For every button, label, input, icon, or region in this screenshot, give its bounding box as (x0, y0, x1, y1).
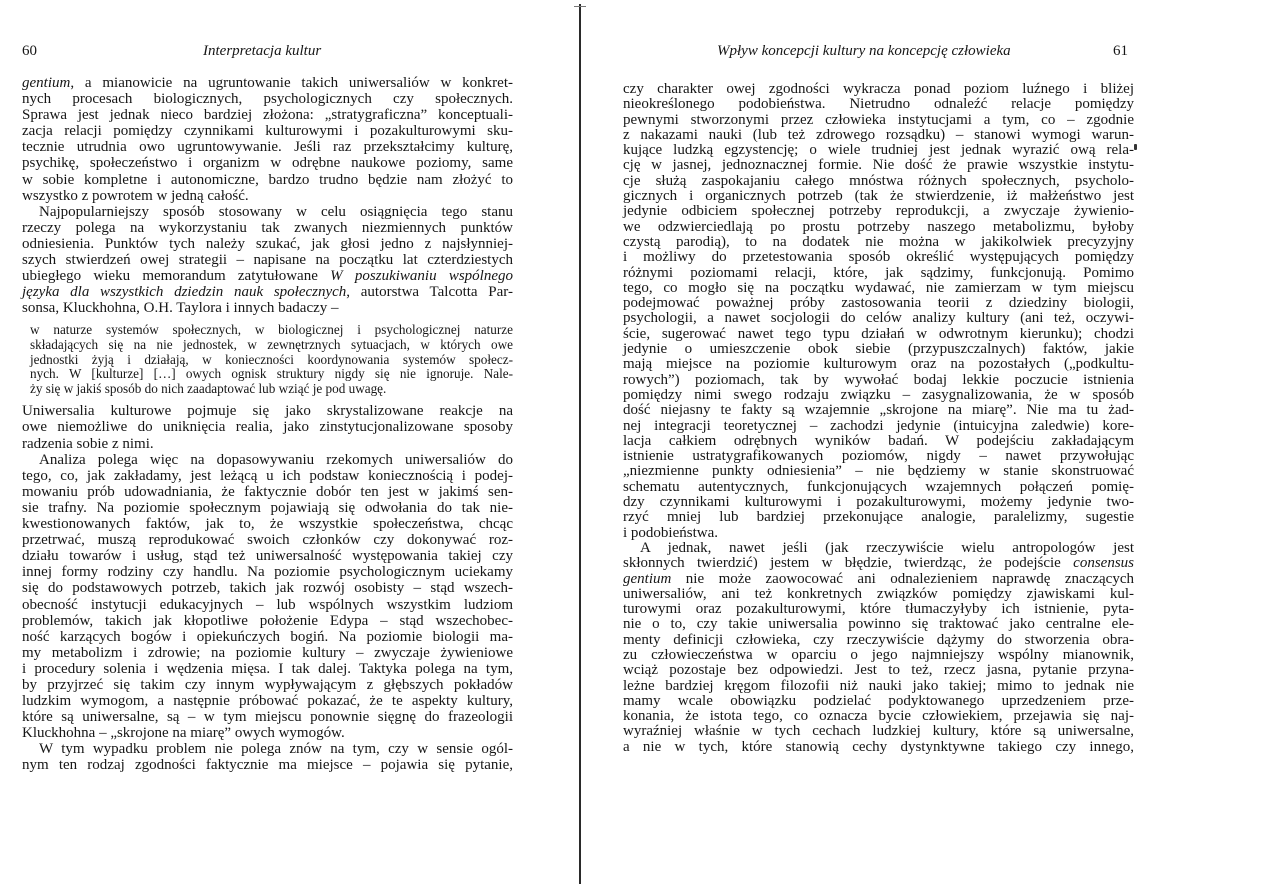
italic-text: gentium (22, 75, 71, 91)
text-segment: cje służą zaspokajaniu całego mnóstwa różnych społecznych, psycholo- (623, 172, 1134, 189)
text-segment: wszystko z powrotem w jedną całość. (22, 187, 249, 204)
text-line (22, 677, 513, 693)
text-line (623, 633, 1134, 648)
text-segment: składających się na nie jednostek, w zewnętrznych sytuacjach, w których owe (30, 337, 513, 352)
text-line (22, 548, 513, 564)
text-segment: mają miejsce na poziomie kulturowym oraz na pozostałych („podkultu- (623, 356, 1134, 373)
text-line (22, 484, 513, 500)
text-segment: wyraźniej właśnie w tych cechach ludzkiej kultury, które są uniwersalne, (623, 723, 1134, 740)
text-line (623, 82, 1134, 97)
text-segment: mamy wcale obowiązku podzielać podyktowanego uprzedzeniem prze- (623, 692, 1134, 709)
page-number: 61 (1113, 43, 1128, 59)
book-spine-gutter (579, 4, 581, 884)
text-segment: i podobieństwa. (623, 524, 718, 541)
text-line (623, 296, 1134, 311)
text-line (623, 556, 1134, 571)
text-line (623, 464, 1134, 479)
text-segment: , autorstwa Talcotta Par- (346, 284, 513, 301)
text-line (22, 403, 513, 419)
text-segment: nych procesach biologicznych, psychologicznych czy społecznych. (22, 91, 513, 108)
text-segment: zu człowieczeństwa w oparciu o jego najmniejszy wspólny mianownik, (623, 646, 1134, 663)
text-segment: owe niemożliwe do uniknięcia realia, jako zinstytucjonalizowane sposoby (22, 419, 513, 436)
text-segment: problemów, takich jak kłopotliwe położenie Edypa – stąd wszechobec- (22, 612, 513, 629)
text-segment: szych stwierdzeń owej strategii – napisane na początku lat czterdziestych (22, 252, 513, 269)
text-line (22, 468, 513, 484)
paragraph (623, 82, 1134, 541)
text-line (30, 338, 513, 353)
text-line (22, 597, 513, 613)
paragraph (22, 741, 513, 773)
text-line (623, 189, 1134, 204)
text-segment: wciąż pozostaje bez odpowiedzi. Jest to też, rzecz jasna, pytanie przyna- (623, 662, 1134, 679)
text-segment: uniwersaliów, ani też konkretnych związków pomiędzy zjawiskami kul- (623, 585, 1134, 602)
block-quote (30, 323, 513, 396)
text-segment: sonsa, Kluckhohna, O.H. Taylora i innych badaczy – (22, 300, 339, 317)
text-line (623, 709, 1134, 724)
paragraph (22, 204, 513, 317)
text-line (22, 139, 513, 155)
text-segment: tego, co mogło się na początku wydawać, nie zamierzam w tym miejscu (623, 279, 1134, 296)
text-segment: Uniwersalia kulturowe pojmuje się jako skrystalizowane reakcje na (22, 403, 513, 420)
text-line (623, 174, 1134, 189)
text-segment: tego, co, jak zakładamy, jest leżącą u ich podstaw koniecznością i podej- (22, 467, 513, 484)
italic-text: W poszukiwaniu wspólnego (330, 268, 513, 285)
text-segment: schematu autentycznych, funkcjonujących wzajemnych połączeń pomię- (623, 478, 1134, 495)
text-line (623, 342, 1134, 357)
text-segment: nie o to, czy takie uniwersalia powinno się traktować jako centralne ele- (623, 616, 1134, 633)
text-segment: leżne bardziej kręgom filozofii niż nauki jako takiej; mimo to jednak nie (623, 677, 1134, 694)
text-line (22, 516, 513, 532)
italic-text: gentium (623, 570, 672, 587)
text-segment: nie może zaowocować ani odnalezieniem naprawdę znaczących (671, 570, 1134, 587)
text-line (623, 143, 1134, 158)
text-line (623, 648, 1134, 663)
text-line (22, 284, 513, 300)
text-line (623, 250, 1134, 265)
paragraph (623, 541, 1134, 755)
text-segment: my metabolizm i zdrowie; na poziomie kultury – zwyczaje żywieniowe (22, 644, 513, 661)
text-segment: gicznych i organicznych potrzeb (tak że stwierdzenie, iż małżeństwo jest (623, 188, 1134, 205)
text-line (623, 663, 1134, 678)
text-segment: Najpopularniejszy sposób stosowany w celu osiągnięcia tego stanu (39, 203, 513, 220)
text-line (30, 367, 513, 382)
text-line (22, 123, 513, 139)
text-line (623, 357, 1134, 372)
scan-mark (574, 6, 586, 7)
paragraph (22, 75, 513, 204)
text-segment: rzyć mniej lub bardziej przekonujące analogie, paralelizmy, sugestie (623, 509, 1134, 526)
text-line (623, 403, 1134, 418)
text-line (623, 281, 1134, 296)
text-segment: konania, że istota tego, co oznacza bycie człowiekiem, przejawia się naj- (623, 708, 1134, 725)
text-line (22, 629, 513, 645)
text-segment: ludzkim wymogom, a następnie próbować pokazać, że te aspekty kultury, (22, 693, 513, 710)
italic-text: języka dla wszystkich dziedzin nauk społecznych (22, 284, 347, 301)
text-segment: kwestionowanych faktów, jak to, że wszystkie społeczeństwa, chcąc (22, 516, 513, 533)
text-segment: turowymi oraz pozakulturowymi, które tłumaczyłyby ich istnienie, pyta- (623, 601, 1134, 618)
text-line (623, 602, 1134, 617)
text-segment: radzenia sobie z nimi. (22, 435, 154, 452)
text-segment: Analiza polega więc na dopasowywaniu rzekomych uniwersaliów do (39, 451, 513, 468)
text-line (623, 617, 1134, 632)
text-line (22, 75, 513, 91)
text-segment: dość niejasny te fakty są wzajemnie „skrojone na miarę”. Nie ma tu żad- (623, 402, 1134, 419)
text-segment: jedynie o umieszczenie obok siebie (przypuszczalnych) faktów, jakie (623, 341, 1134, 358)
text-segment: w naturze systemów społecznych, w biologicznej i psychologicznej naturze (30, 322, 513, 338)
text-line (22, 532, 513, 548)
text-line (22, 757, 513, 773)
text-segment: nieokreślonego podobieństwa. Nietrudno odnaleźć relacje pomiędzy (623, 96, 1134, 113)
running-title: Interpretacja kultur (203, 43, 322, 59)
text-line (22, 91, 513, 107)
text-segment: W tym wypadku problem nie polega znów na tym, czy w sensie ogól- (39, 741, 513, 758)
text-segment: „niezmienne punkty odniesienia” – nie będziemy w stanie skonstruować (623, 463, 1134, 480)
text-line (623, 220, 1134, 235)
text-segment: istnienie ustratygrafikowanych poziomów, nigdy – nawet przywołując (623, 448, 1134, 465)
text-segment: z nakazami nauki (lub też zdrowego rozsądku) – stanowi wymogi warun- (623, 126, 1134, 143)
text-segment: a nie w tych, które stanowią cechy dystynktywne takiego czy innego, (623, 738, 1134, 755)
text-segment: które są uniwersalne, są – w tym miejscu ponownie sięgnę do frazeologii (22, 709, 513, 726)
text-segment: odniesienia. Punktów tych należy szukać, jak głosi jedno z najsłynniej- (22, 235, 513, 252)
text-line (22, 268, 513, 284)
text-segment: ubiegłego wieku memorandum zatytułowane (22, 268, 331, 285)
text-line (623, 495, 1134, 510)
text-segment: w sobie kompletne i autonomiczne, bardzo trudno będzie nam złożyć to (22, 171, 513, 188)
text-segment: nym ten rodzaj zgodności faktycznie ma miejsce – pojawia się pytanie, (22, 757, 513, 774)
text-segment: cję w jasnej, jednoznacznej formie. Nie dość że prawie wszystkie instytu- (623, 157, 1134, 174)
text-segment: kujące ludzką egzystencję; o wiele trudniej jest jednak wyrazić ową rela- (623, 142, 1134, 159)
text-segment: sie trafny. Na poziomie społecznym pojawiają się odwołania do tak nie- (22, 499, 513, 516)
text-line (623, 510, 1134, 525)
text-segment: ży się w jakiś sposób do nich zaadaptować lub wziąć je pod uwagę. (30, 380, 387, 396)
text-line (22, 107, 513, 123)
text-line (22, 236, 513, 252)
text-line (623, 327, 1134, 342)
text-line (623, 235, 1134, 250)
text-segment: ście, sugerować nawet tego typu działań w odwrotnym kierunku); chodzi (623, 325, 1134, 342)
page-body (623, 82, 1134, 755)
text-segment: obecność instytucji edukacyjnych – lub wspólnych wszystkim ludziom (22, 596, 513, 613)
text-segment: skłonnych twierdzić) jestem w błędzie, twierdząc, że podejście (623, 555, 1074, 572)
text-segment: Kluckhohna – „skrojone na miarę” owych wymogów. (22, 725, 345, 742)
text-segment: rowych”) poziomach, tak by wywołać bodaj lekkie poczucie istnienia (623, 371, 1134, 388)
text-segment: czystą parodią), to na dodatek nie można w jakikolwiek precyzyjny (623, 233, 1134, 250)
text-line (623, 526, 1134, 541)
text-line (623, 572, 1134, 587)
text-line (623, 449, 1134, 464)
page-number: 60 (22, 43, 37, 59)
text-line (22, 452, 513, 468)
text-segment: tecznie utrudnia owo ugruntowywanie. Jeśli raz przekształcimy kulturę, (22, 139, 513, 156)
text-line (22, 580, 513, 596)
text-segment: działu towarów i usług, stąd też uniwersalność występowania takiej czy (22, 548, 513, 565)
text-segment: ność karzących bogów i opiekuńczych bogiń. Na poziomie biologii ma- (22, 628, 513, 645)
running-title: Wpływ koncepcji kultury na koncepcję człowieka (717, 43, 1011, 59)
text-line (623, 679, 1134, 694)
paragraph (22, 403, 513, 451)
text-segment: i możliwy do przetestowania sposób określić występujących pomiędzy (623, 249, 1134, 266)
text-segment: A jednak, nawet jeśli (jak rzeczywiście wielu antropologów jest (640, 539, 1134, 556)
text-segment: czy charakter owej zgodności wykracza ponad poziom luźnego i bliżej (623, 81, 1134, 97)
text-line (623, 311, 1134, 326)
text-line (623, 740, 1134, 755)
text-segment: by przyjrzeć się takim czy innym wypływającym z głębszych pokładów (22, 676, 513, 693)
italic-text: consensus (1073, 555, 1134, 572)
text-segment: rzeczy polega na wykorzystaniu tak zwanych niezmiennych punktów (22, 219, 513, 236)
text-line (30, 353, 513, 368)
text-line (22, 693, 513, 709)
text-line (623, 434, 1134, 449)
text-segment: różnymi poziomami relacji, które, jak sądzimy, funkcjonują. Pomimo (623, 264, 1134, 281)
text-line (623, 97, 1134, 112)
text-line (22, 436, 513, 452)
text-line (22, 709, 513, 725)
text-segment: nych. W [kulturze] […] owych ognisk struktury nigdy się nie ignoruje. Nale- (30, 366, 513, 382)
text-line (30, 323, 513, 338)
text-line (22, 645, 513, 661)
text-segment: i procedury solenia i wędzenia mięsa. I tak dalej. Taktyka polega na tym, (22, 660, 513, 677)
text-line (623, 388, 1134, 403)
text-line (22, 204, 513, 220)
text-line (623, 694, 1134, 709)
text-segment: menty definicji człowieka, czy rzeczywiście dążymy do stworzenia obra- (623, 631, 1134, 648)
text-line (22, 155, 513, 171)
text-line (22, 188, 513, 204)
text-line (623, 113, 1134, 128)
text-segment: pewnymi stworzonymi przez człowieka instytucjami a tym, co – zgodnie (623, 111, 1134, 128)
text-segment: innej formy rodziny czy handlu. Na poziomie psychologicznym uciekamy (22, 564, 513, 581)
text-line (22, 419, 513, 435)
text-segment: dzy czynnikami kulturowymi i pozakulturowymi, możemy jedynie two- (623, 494, 1134, 511)
text-line (623, 480, 1134, 495)
text-line (623, 158, 1134, 173)
text-line (623, 373, 1134, 388)
text-line (22, 725, 513, 741)
text-segment: przetrwać, muszą reprodukować swoich członków czy dokonywać roz- (22, 532, 513, 549)
text-line (623, 724, 1134, 739)
text-segment: Sprawa jest jednak nieco bardziej złożona: „stratygraficzna” konceptuali- (22, 107, 513, 124)
text-line (22, 613, 513, 629)
text-segment: we odzwierciedlają po prostu potrzeby naszego metabolizmu, byłoby (623, 218, 1134, 235)
text-segment: , a mianowicie na ugruntowanie takich uniwersaliów w konkret- (70, 75, 513, 91)
text-line (30, 382, 513, 397)
text-line (22, 564, 513, 580)
text-segment: się do podstawowych potrzeb, takich jak rozwój osobisty – stąd wszech- (22, 580, 513, 597)
page-body (22, 75, 513, 774)
text-segment: zacja relacji pomiędzy czynnikami kulturowymi i pozakulturowymi sku- (22, 123, 513, 140)
text-line (22, 252, 513, 268)
text-line (623, 541, 1134, 556)
scan-speck (1134, 144, 1137, 150)
text-segment: podejmować poważnej próby zastosowania teorii z dziedziny biologii, (623, 295, 1134, 312)
text-segment: psychikę, społeczeństwo i organizm w odrębne naukowe poziomy, same (22, 155, 513, 172)
text-line (623, 204, 1134, 219)
text-line (22, 741, 513, 757)
text-segment: jedynie odbiciem społecznej potrzeby reprodukcji, a zwyczaje żywienio- (623, 203, 1134, 220)
text-segment: nej integracji teoretycznej – zachodzi jedynie (intuicyjna zaledwie) kore- (623, 417, 1134, 434)
text-segment: lacja całkiem odrębnych wyników badań. W podejściu zakładającym (623, 432, 1134, 449)
text-segment: psychologii, a nawet socjologii do celów analizy kultury (ani też, oczywi- (623, 310, 1134, 327)
text-line (623, 587, 1134, 602)
text-line (623, 266, 1134, 281)
paragraph (22, 452, 513, 742)
text-segment: pomiędzy nimi swego rodzaju związku – zasygnalizowania, że w sposób (623, 386, 1134, 403)
text-line (22, 172, 513, 188)
text-line (623, 128, 1134, 143)
text-line (22, 500, 513, 516)
text-line (623, 419, 1134, 434)
text-segment: jednostki żyją i działają, w konieczności koordynowania systemów społecz- (30, 351, 513, 367)
text-line (22, 661, 513, 677)
text-segment: mowaniu prób udowadniania, że faktycznie dobór ten jest w jakimś sen- (22, 483, 513, 500)
text-line (22, 220, 513, 236)
text-line (22, 300, 513, 316)
